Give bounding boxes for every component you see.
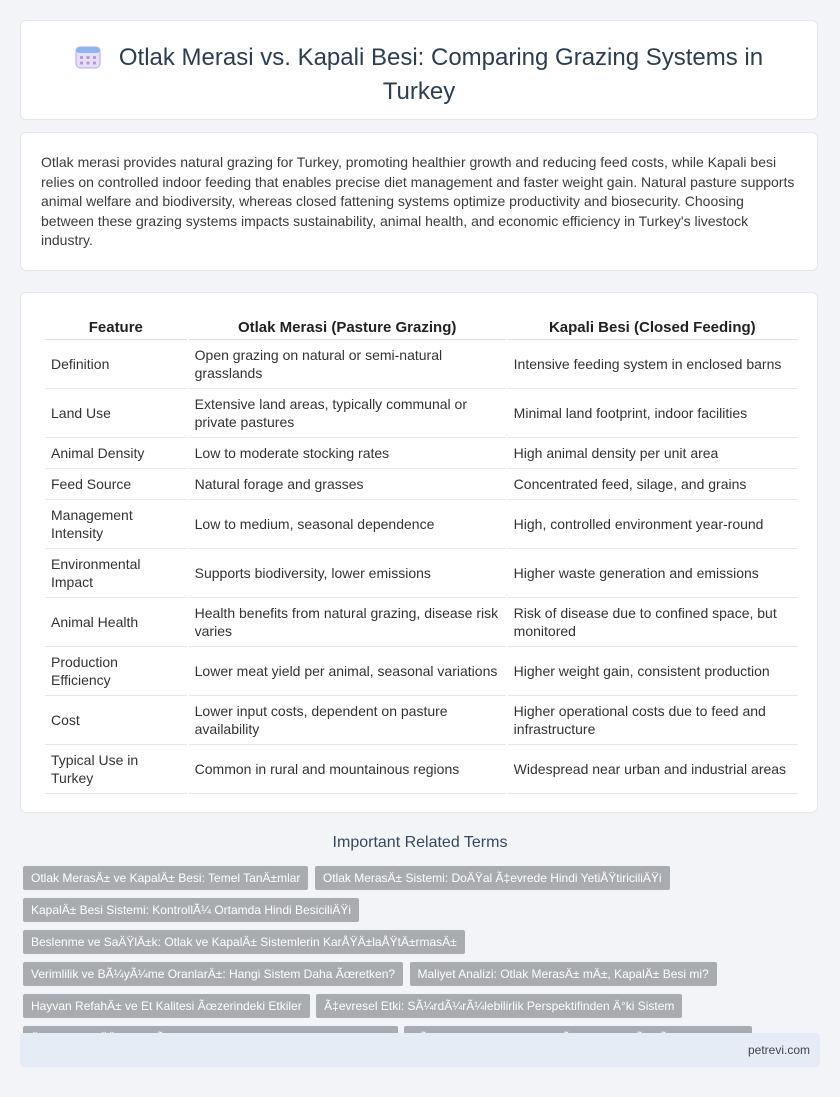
row-feature: Animal Density bbox=[44, 438, 188, 469]
intro-card bbox=[20, 132, 818, 271]
comparison-table-card bbox=[20, 292, 818, 813]
comparison-table bbox=[43, 315, 798, 794]
related-term-tag[interactable]: Beslenme ve SaÄŸlÄ±k: Otlak ve KapalÄ± Sistemlerin KarÅŸÄ±laÅŸtÄ±rmasÄ± bbox=[23, 930, 465, 954]
row-otlak-value: Health benefits from natural grazing, disease risk varies bbox=[188, 598, 507, 647]
row-otlak-value: Lower meat yield per animal, seasonal variations bbox=[188, 647, 507, 696]
header-feature: Feature bbox=[44, 315, 188, 340]
row-kapali-value: Higher operational costs due to feed and infrastructure bbox=[507, 696, 798, 745]
row-feature: Environmental Impact bbox=[44, 549, 188, 598]
row-otlak-value: Lower input costs, dependent on pasture availability bbox=[188, 696, 507, 745]
related-term-tag[interactable]: KapalÄ± Besi Sistemi: KontrollÃ¼ Ortamda Hindi BesiciliÄŸi bbox=[23, 898, 359, 922]
table-row bbox=[44, 696, 798, 745]
row-feature: Management Intensity bbox=[44, 500, 188, 549]
title-card bbox=[20, 20, 818, 120]
related-terms-tags bbox=[23, 866, 803, 1058]
row-kapali-value: High, controlled environment year-round bbox=[507, 500, 798, 549]
row-kapali-value: Higher weight gain, consistent production bbox=[507, 647, 798, 696]
row-otlak-value: Open grazing on natural or semi-natural grasslands bbox=[188, 340, 507, 389]
row-kapali-value: Concentrated feed, silage, and grains bbox=[507, 469, 798, 500]
calendar-grid-icon bbox=[75, 45, 101, 77]
row-feature: Feed Source bbox=[44, 469, 188, 500]
row-kapali-value: Widespread near urban and industrial areas bbox=[507, 745, 798, 794]
row-feature: Cost bbox=[44, 696, 188, 745]
table-row bbox=[44, 438, 798, 469]
row-otlak-value: Supports biodiversity, lower emissions bbox=[188, 549, 507, 598]
row-kapali-value: High animal density per unit area bbox=[507, 438, 798, 469]
row-otlak-value: Common in rural and mountainous regions bbox=[188, 745, 507, 794]
related-term-tag[interactable]: Maliyet Analizi: Otlak MerasÄ± mÄ±, KapalÄ± Besi mi? bbox=[410, 962, 717, 986]
row-otlak-value: Natural forage and grasses bbox=[188, 469, 507, 500]
row-feature: Definition bbox=[44, 340, 188, 389]
header-kapali-besi: Kapali Besi (Closed Feeding) bbox=[507, 315, 798, 340]
table-row bbox=[44, 745, 798, 794]
related-term-tag[interactable]: Otlak MerasÄ± ve KapalÄ± Besi: Temel TanÄ±mlar bbox=[23, 866, 308, 890]
table-row bbox=[44, 647, 798, 696]
row-otlak-value: Low to medium, seasonal dependence bbox=[188, 500, 507, 549]
row-feature: Production Efficiency bbox=[44, 647, 188, 696]
header-otlak-merasi: Otlak Merasi (Pasture Grazing) bbox=[188, 315, 507, 340]
related-term-tag[interactable]: Otlak MerasÄ± Sistemi: DoÄŸal Ã‡evrede Hindi YetiÅŸtiriciliÄŸi bbox=[315, 866, 670, 890]
table-row bbox=[44, 549, 798, 598]
table-row bbox=[44, 340, 798, 389]
footer bbox=[20, 1033, 820, 1067]
related-term-tag[interactable]: Verimlilik ve BÃ¼yÃ¼me OranlarÄ±: Hangi Sistem Daha Ãœretken? bbox=[23, 962, 403, 986]
row-otlak-value: Extensive land areas, typically communal or private pastures bbox=[188, 389, 507, 438]
table-header-row bbox=[44, 315, 798, 340]
intro-paragraph: Otlak merasi provides natural grazing for Turkey, promoting healthier growth and reducing feed costs, while Kapali besi relies on controlled indoor feeding that enables precise diet management and faster weight gain. Natural pasture supports animal welfare and biodiversity, whereas closed fattening systems optimize productivity and biosecurity. Choosing between these grazing systems impacts sustainability, animal health, and economic efficiency in Turkey's livestock industry. bbox=[41, 154, 795, 249]
table-row bbox=[44, 389, 798, 438]
row-kapali-value: Intensive feeding system in enclosed barns bbox=[507, 340, 798, 389]
related-term-tag[interactable]: Hayvan RefahÄ± ve Et Kalitesi Ãœzerindeki Etkiler bbox=[23, 994, 310, 1018]
row-kapali-value: Minimal land footprint, indoor facilities bbox=[507, 389, 798, 438]
row-kapali-value: Higher waste generation and emissions bbox=[507, 549, 798, 598]
table-row bbox=[44, 598, 798, 647]
row-feature: Typical Use in Turkey bbox=[44, 745, 188, 794]
table-row bbox=[44, 500, 798, 549]
row-feature: Land Use bbox=[44, 389, 188, 438]
page-title-wrap bbox=[21, 43, 817, 107]
footer-site-link[interactable]: petrevi.com bbox=[747, 1043, 810, 1057]
table-row bbox=[44, 469, 798, 500]
row-feature: Animal Health bbox=[44, 598, 188, 647]
row-otlak-value: Low to moderate stocking rates bbox=[188, 438, 507, 469]
row-kapali-value: Risk of disease due to confined space, but monitored bbox=[507, 598, 798, 647]
related-terms-title: Important Related Terms bbox=[332, 834, 508, 851]
related-term-tag[interactable]: Ã‡evresel Etki: SÃ¼rdÃ¼rÃ¼lebilirlik Perspektifinden Ä°ki Sistem bbox=[316, 994, 682, 1018]
page-title: Otlak Merasi vs. Kapali Besi: Comparing Grazing Systems in Turkey bbox=[118, 44, 764, 105]
